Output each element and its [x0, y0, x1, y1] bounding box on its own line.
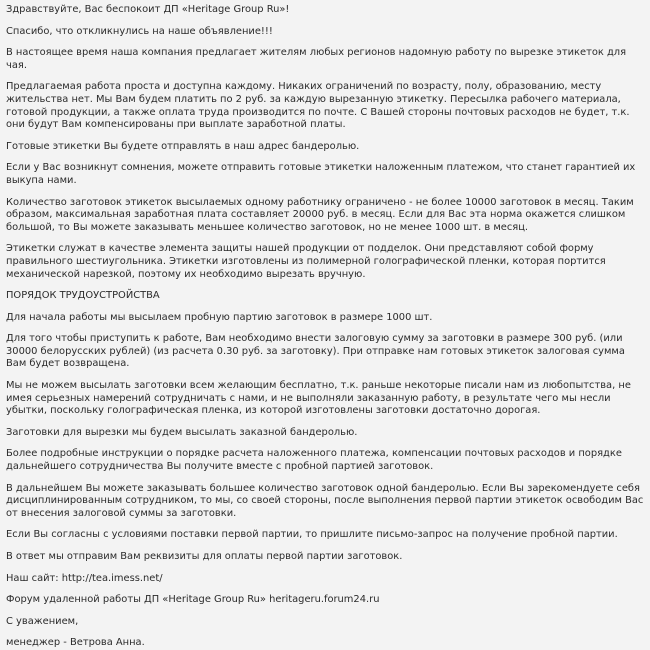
shipping-paragraph: Готовые этикетки Вы будете отправлять в наш адрес бандеролью. [6, 140, 360, 152]
site-label: Наш сайт: [6, 572, 62, 584]
site-line [6, 573, 644, 586]
section-heading: ПОРЯДОК ТРУДОУСТРОЙСТВА [6, 290, 160, 302]
closing-line: С уважением, [6, 615, 79, 627]
quantity-paragraph: Количество заготовок этикеток высылаемых одному работнику ограничено - не более 10000 заготовок в месяц. Таким образом, максимальная заработная плата составляет 20000 руб. в месяц. Если для Вас эта норма окажется слишком большой, то Вы можете заказывать меньшее количество заготовок, но не менее 1000 шт. в месяц. [6, 196, 634, 233]
thanks-line: Спасибо, что откликнулись на наше объявление!!! [6, 25, 273, 37]
cod-paragraph: Если у Вас возникнут сомнения, можете отправить готовые этикетки наложенным платежом, что станет гарантией их выкупа нами. [6, 162, 636, 186]
forum-link[interactable]: heritageru.forum24.ru [269, 594, 380, 606]
trial-batch-paragraph: Для начала работы мы высылаем пробную партию заготовок в размере 1000 шт. [6, 311, 433, 323]
work-description-paragraph: Предлагаемая работа проста и доступна каждому. Никаких ограничений по возрасту, полу, образованию, месту жительства нет. Мы Вам будем платить по 2 руб. за каждую вырезанную этикетку. Пересылка рабочего материала, готовой продукции, а также оплата труда производится по почте. С Вашей стороны почтовых расходов не будет, т.к. они будут Вам компенсированы при выплате заработной платы. [6, 81, 630, 131]
instructions-paragraph: Более подробные инструкции о порядке расчета наложенного платежа, компенсации почтовых расходов и порядке дальнейшего сотрудничества Вы получите вместе с пробной партией заготовок. [6, 448, 622, 473]
reply-paragraph: В ответ мы отправим Вам реквизиты для оплаты первой партии заготовок. [6, 551, 403, 562]
signature-line: менеджер - Ветрова Анна. [6, 637, 145, 649]
offer-paragraph: В настоящее время наша компания предлагает жителям любых регионов надомную работу по вырезке этикеток для чая. [6, 47, 627, 71]
forum-label: Форум удаленной работы ДП «Heritage Group Ru» [6, 594, 270, 606]
no-free-paragraph: Мы не можем высылать заготовки всем желающим бесплатно, т.к. раньше некоторые писали нам из любопытства, не имея серьезных намерений сотрудничать с нами, и не выполняли заказанную работу, в результате чего мы несли убытки, поскольку голографическая пленка, из которой изготовлены заготовки достаточно дорогая. [6, 380, 631, 417]
site-link[interactable]: http://tea.imess.net/ [61, 572, 163, 584]
request-paragraph: Если Вы согласны с условиями поставки первой партии, то пришлите письмо-запрос на получение пробной партии. [6, 529, 618, 541]
deposit-paragraph: Для того чтобы приступить к работе, Вам необходимо внести залоговую сумму за заготовки в размере 300 руб. (или 30000 белорусских рублей) (из расчета 0.30 руб. за заготовку). При отправке нам готовых этикеток залоговая сумма Вам будет возвращена. [6, 333, 625, 370]
registered-mail-paragraph: Заготовки для вырезки мы будем высылать заказной бандеролью. [6, 426, 358, 438]
greeting: Здравствуйте, Вас беспокоит ДП «Heritage Group Ru»! [6, 4, 290, 15]
forum-line [6, 594, 644, 607]
labels-paragraph: Этикетки служат в качестве элемента защиты нашей продукции от подделок. Они представляют собой форму правильного шестиугольника. Этикетки изготовлены из полимерной голографической пленки, которая портится механической нарезкой, поэтому их необходимо вырезать вручную. [6, 243, 606, 280]
future-orders-paragraph: В дальнейшем Вы можете заказывать большее количество заготовок одной бандеролью. Если Вы зарекомендуете себя дисциплинированным сотрудником, то мы, со своей стороны, после выполнения первой партии этикеток освободим Вас от внесения залоговой суммы за заготовки. [6, 482, 644, 519]
